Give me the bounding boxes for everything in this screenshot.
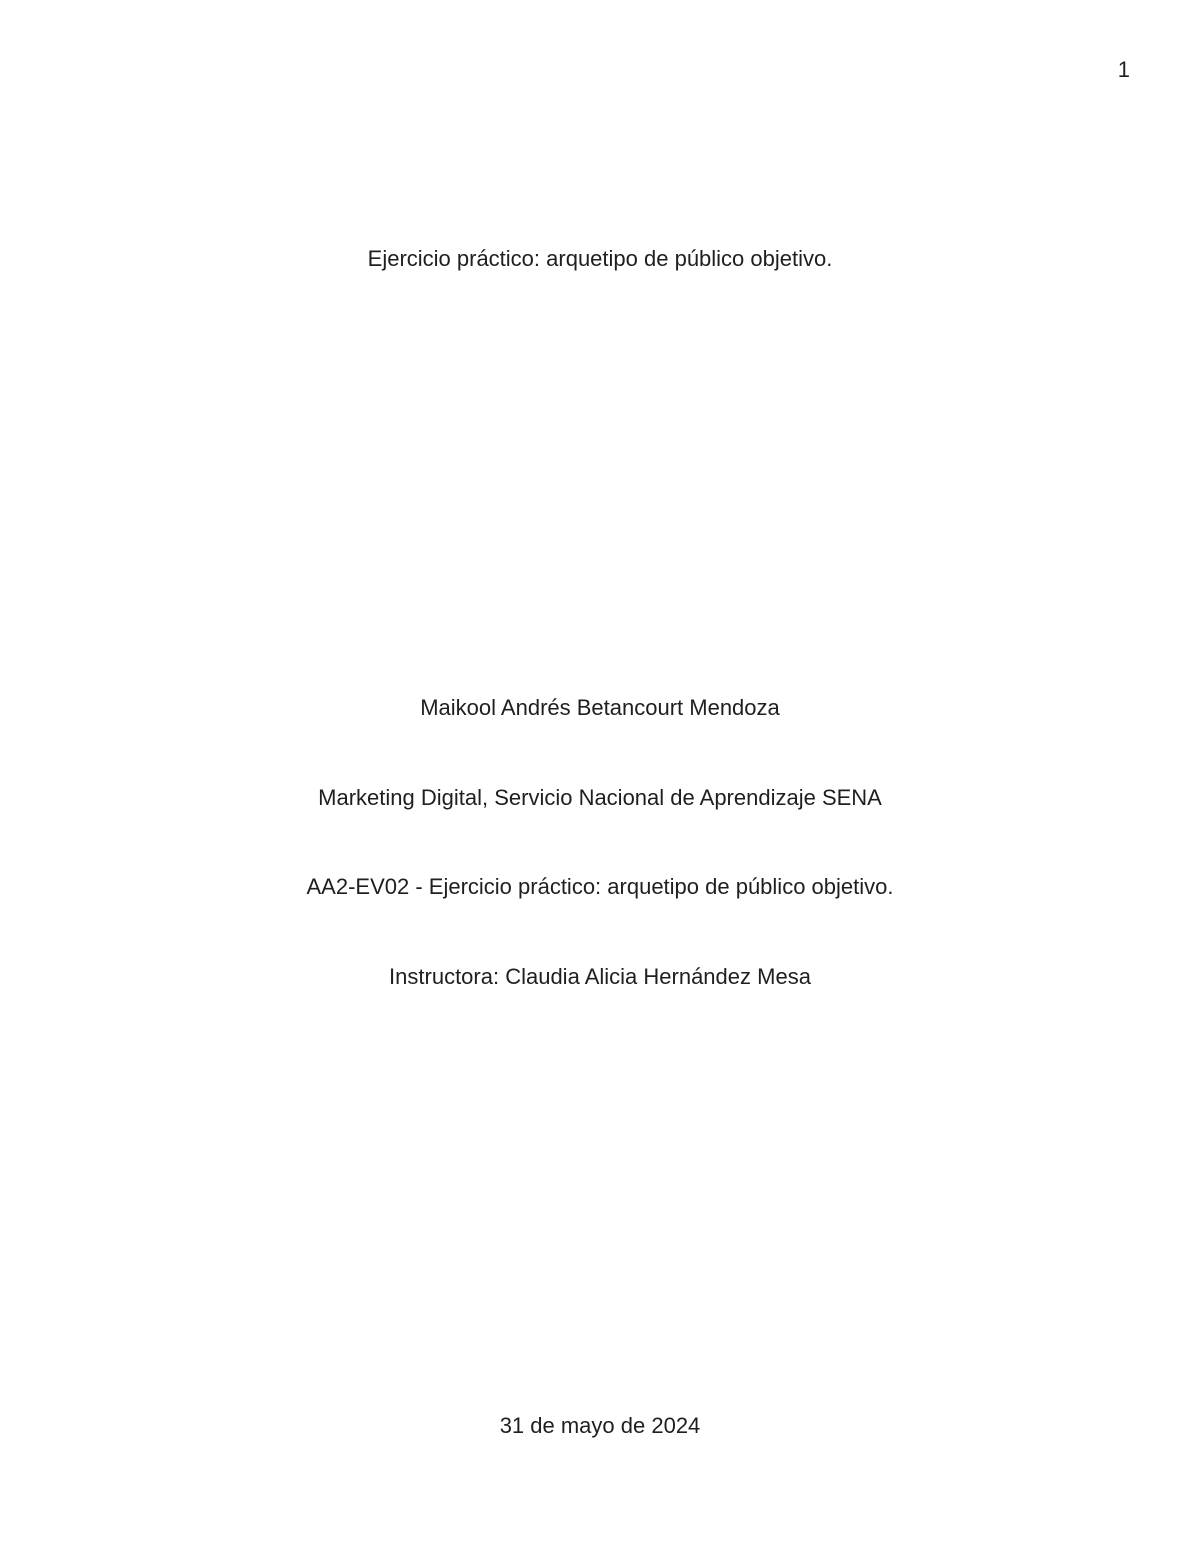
course-code-line: AA2-EV02 - Ejercicio práctico: arquetipo de público objetivo.: [306, 874, 894, 899]
document-date: 31 de mayo de 2024: [499, 1413, 701, 1438]
page-number: 1: [1117, 57, 1130, 82]
institution-line: Marketing Digital, Servicio Nacional de Aprendizaje SENA: [318, 785, 882, 810]
author-name: Maikool Andrés Betancourt Mendoza: [420, 695, 780, 720]
instructor-line: Instructora: Claudia Alicia Hernández Mesa: [389, 964, 811, 989]
document-title: Ejercicio práctico: arquetipo de público objetivo.: [367, 246, 833, 271]
